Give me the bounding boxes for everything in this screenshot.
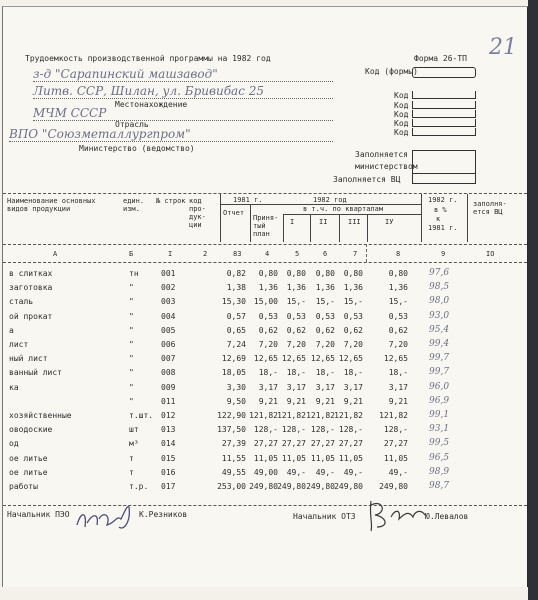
table-cell-q2: 7,20: [315, 340, 335, 349]
table-cell-no: 011: [161, 396, 176, 406]
table-cell-q3: 7,20: [343, 340, 363, 349]
table-cell-q2: 249,80: [306, 482, 335, 491]
table-cell-name: в слитках: [9, 269, 53, 278]
table-cell-name: ванный лист: [9, 368, 62, 378]
table-cell-r1981: 0,57: [226, 311, 246, 321]
table-cell-unit: м³: [129, 439, 139, 449]
table-cell-r1981: 49,55: [221, 467, 246, 477]
handwritten-address: Литв. ССР, Шилан, ул. Бривибас 25: [33, 84, 333, 99]
table-cell-name: заготовка: [9, 283, 53, 293]
table-cell-r1981: 0,82: [226, 269, 246, 278]
table-cell-no: 001: [161, 269, 176, 278]
table-cell-no: 014: [161, 439, 176, 449]
handwritten-ministry: МЧМ СССР: [33, 106, 333, 121]
table-cell-unit: ": [129, 382, 134, 392]
col-header-pct-k: к: [436, 215, 441, 223]
table-cell-q3: 249,80: [334, 482, 363, 491]
handwritten-percent: 97,6: [429, 268, 450, 278]
kod-formy-box: [412, 67, 476, 78]
table-cell-q2: 0,80: [315, 269, 335, 278]
signature-label-right: Начальник ОТЗ: [293, 512, 356, 521]
table-cell-q2: 3,17: [315, 382, 335, 392]
letters-vrule: [366, 244, 367, 262]
kod-label-5: Код: [394, 128, 409, 137]
table-cell-q2: 11,05: [310, 453, 335, 463]
header-vrule: [310, 214, 311, 242]
table-cell-name: хозяйственные: [9, 411, 72, 420]
table-cell-plan: 18,-: [258, 368, 278, 378]
table-cell-q4: 249,80: [379, 482, 408, 491]
table-cell-plan: 0,62: [258, 325, 278, 335]
header-vrule: [220, 194, 221, 242]
table-cell-q2: 0,53: [315, 311, 335, 321]
col-header-pct-mid: в %: [434, 206, 447, 214]
handwritten-percent: 93,0: [429, 310, 450, 321]
table-cell-q2: 128,-: [310, 425, 335, 435]
table-cell-name: ое литье: [9, 467, 48, 477]
ministry-code-box: [412, 150, 476, 174]
table-cell-r1981: 27,39: [221, 439, 246, 449]
col-header-q2: II: [319, 218, 328, 226]
table-cell-no: 008: [161, 368, 176, 378]
table-cell-r1981: 253,00: [217, 482, 246, 491]
table-cell-name: оводоские: [9, 425, 53, 435]
table-cell-q1: 15,-: [286, 297, 306, 307]
table-cell-q3: 121,82: [334, 411, 363, 420]
handwritten-percent: 96,0: [429, 381, 450, 392]
table-cell-plan: 7,20: [258, 340, 278, 349]
col-letter: Б: [129, 250, 134, 258]
table-cell-q4: 3,17: [388, 382, 408, 392]
handwritten-percent: 98,9: [429, 466, 450, 477]
kod-box-4: [412, 119, 476, 127]
table-cell-q3: 128,-: [338, 425, 363, 435]
table-cell-plan: 12,65: [253, 354, 278, 364]
kod-box-2: [412, 101, 476, 109]
handwritten-association: ВПО "Союзметаллургпром": [9, 127, 333, 142]
table-cell-q1: 249,80: [277, 482, 306, 491]
table-cell-name: од: [9, 439, 19, 449]
table-cell-q3: 0,80: [343, 269, 363, 278]
col-letter: 4: [265, 250, 270, 258]
table-cell-r1981: 11,55: [221, 453, 246, 463]
table-cell-name: ое литье: [9, 453, 48, 463]
table-cell-q4: 12,65: [383, 354, 408, 364]
table-cell-unit: ": [129, 354, 134, 364]
table-cell-no: 005: [161, 325, 176, 335]
col-header-pct-top: 1982 г.: [428, 196, 458, 204]
table-cell-r1981: 18,05: [221, 368, 246, 378]
table-cell-name: сталь: [9, 297, 34, 307]
table-top-rule: [3, 193, 527, 194]
col-header-name: Наименование основных видов продукции: [7, 197, 96, 213]
table-cell-q4: 0,80: [388, 269, 408, 278]
kod-label-4: Код: [394, 119, 409, 128]
col-letter: 8: [396, 250, 401, 258]
table-cell-no: 004: [161, 311, 176, 321]
handwritten-percent: 98,7: [429, 481, 450, 491]
handwritten-signature-left: [73, 501, 141, 535]
col-header-q1: I: [290, 218, 295, 226]
table-cell-q1: 0,80: [286, 269, 306, 278]
table-cell-q1: 1,36: [286, 283, 306, 293]
table-cell-unit: ": [129, 325, 134, 335]
handwritten-percent: 99,1: [429, 410, 450, 420]
col-header-1981: 1981 г.: [233, 196, 263, 204]
table-cell-q2: 49,-: [315, 467, 335, 477]
page-number: 21: [489, 35, 517, 60]
handwritten-percent: 98,5: [429, 282, 450, 293]
handwritten-percent: 99,7: [429, 353, 450, 364]
header-bottom-rule: [3, 244, 527, 245]
table-cell-q1: 3,17: [286, 382, 306, 392]
table-cell-r1981: 3,30: [226, 382, 246, 392]
table-cell-q4: 11,05: [383, 453, 408, 463]
kod-label-2: Код: [394, 101, 409, 110]
col-header-plan: Приня- тый план: [253, 214, 279, 238]
handwritten-percent: 95,4: [429, 324, 450, 335]
col-letter: I: [168, 250, 173, 258]
table-cell-no: 006: [161, 340, 176, 349]
location-label: Местонахождение: [115, 100, 188, 109]
col-letter: А: [53, 250, 58, 258]
table-cell-plan: 15,00: [253, 297, 278, 307]
table-cell-q3: 11,05: [338, 453, 363, 463]
handwritten-percent: 96,5: [429, 452, 450, 463]
table-cell-r1981: 9,50: [226, 396, 246, 406]
signature-name-right: Ю.Левалов: [425, 512, 469, 521]
table-cell-q1: 27,27: [281, 439, 306, 449]
letters-bottom-rule: [3, 262, 527, 263]
table-cell-q1: 18,-: [286, 368, 306, 378]
table-cell-r1981: 7,24: [226, 340, 246, 349]
col-letter: 83: [233, 250, 242, 258]
table-cell-q3: 12,65: [338, 354, 363, 364]
table-cell-name: ой прокат: [9, 311, 53, 321]
table-cell-plan: 11,05: [253, 453, 278, 463]
table-cell-q1: 0,53: [286, 311, 306, 321]
table-cell-unit: т.р.: [129, 482, 149, 491]
table-cell-r1981: 1,38: [226, 283, 246, 293]
table-cell-q1: 0,62: [286, 325, 306, 335]
kod-box-1: [412, 91, 476, 99]
form-number: Форма 26-ТП: [414, 54, 467, 63]
table-cell-q4: 128,-: [383, 425, 408, 435]
table-cell-q3: 3,17: [343, 382, 363, 392]
header-vrule: [339, 214, 340, 242]
col-header-q3: III: [348, 218, 361, 226]
table-cell-plan: 121,82: [249, 411, 278, 420]
table-cell-plan: 49,00: [253, 467, 278, 477]
signature-label-left: Начальник ПЭО: [7, 510, 70, 519]
table-cell-r1981: 12,69: [221, 354, 246, 364]
table-cell-q1: 9,21: [286, 396, 306, 406]
col-header-quarters: в т.ч. по кварталам: [303, 205, 384, 213]
document-title: Трудоемкость производственной программы на 1982 год: [25, 54, 271, 63]
table-cell-q4: 0,53: [388, 311, 408, 321]
kod-box-5: [412, 128, 476, 136]
table-cell-q3: 0,62: [343, 325, 363, 335]
header-vrule: [367, 214, 368, 242]
table-cell-q1: 12,65: [281, 354, 306, 364]
kod-label-1: Код: [394, 91, 409, 100]
table-cell-q2: 12,65: [310, 354, 335, 364]
table-cell-no: 002: [161, 283, 176, 293]
table-cell-q3: 15,-: [343, 297, 363, 307]
table-cell-plan: 27,27: [253, 439, 278, 449]
col-letter: 5: [295, 250, 300, 258]
col-header-vc: заполня- ется ВЦ: [473, 200, 507, 216]
table-cell-no: 007: [161, 354, 176, 364]
table-cell-unit: ": [129, 297, 134, 307]
table-cell-q3: 49,-: [343, 467, 363, 477]
signature-name-left: К.Резников: [139, 510, 188, 519]
table-cell-q2: 1,36: [315, 283, 335, 293]
header-rule-years: [221, 204, 421, 205]
table-cell-q1: 128,-: [281, 425, 306, 435]
table-cell-plan: 1,36: [258, 283, 278, 293]
branch-label: Отрасль: [115, 120, 149, 129]
filled-label-2: министерством: [355, 162, 418, 171]
handwritten-plant-name: з-д "Сарапинский машзавод": [33, 67, 333, 82]
table-cell-no: 015: [161, 453, 176, 463]
table-cell-unit: ": [129, 396, 134, 406]
col-letter: IO: [486, 250, 495, 258]
table-cell-unit: т.шт.: [129, 411, 154, 420]
kod-box-3: [412, 110, 476, 118]
table-cell-name: а: [9, 325, 14, 335]
table-cell-q4: 15,-: [388, 297, 408, 307]
kod-formy-label: Код (формы): [365, 67, 418, 76]
header-vrule: [421, 194, 422, 242]
table-cell-name: работы: [9, 482, 38, 491]
handwritten-percent: 99,7: [429, 367, 450, 378]
table-cell-q3: 27,27: [338, 439, 363, 449]
table-cell-name: лист: [9, 340, 29, 349]
table-cell-q4: 7,20: [388, 340, 408, 349]
col-letter: 9: [441, 250, 446, 258]
table-cell-r1981: 15,30: [221, 297, 246, 307]
table-cell-q4: 0,62: [388, 325, 408, 335]
table-cell-name: ка: [9, 382, 19, 392]
kod-label-3: Код: [394, 110, 409, 119]
table-cell-unit: т: [129, 453, 134, 463]
table-cell-q3: 18,-: [343, 368, 363, 378]
table-cell-name: ный лист: [9, 354, 48, 364]
scan-edge: [528, 0, 538, 600]
table-cell-plan: 0,53: [258, 311, 278, 321]
col-letter: 7: [353, 250, 358, 258]
table-cell-plan: 128,-: [253, 425, 278, 435]
table-cell-no: 012: [161, 411, 176, 420]
table-cell-q1: 7,20: [286, 340, 306, 349]
table-cell-r1981: 0,65: [226, 325, 246, 335]
header-vrule: [467, 194, 468, 242]
table-cell-q4: 27,27: [383, 439, 408, 449]
handwritten-percent: 99,4: [429, 339, 450, 349]
col-letter: 2: [203, 250, 208, 258]
header-rule-quarters: [283, 214, 421, 215]
table-cell-q1: 49,-: [286, 467, 306, 477]
table-cell-r1981: 122,90: [217, 411, 246, 420]
col-header-1982: 1982 год: [313, 196, 347, 204]
table-cell-q1: 121,82: [277, 411, 306, 420]
table-cell-unit: ": [129, 340, 134, 349]
handwritten-percent: 98,0: [429, 296, 450, 307]
ministry-label: Министерство (ведомство): [79, 144, 195, 153]
table-cell-q2: 15,-: [315, 297, 335, 307]
table-cell-q3: 0,53: [343, 311, 363, 321]
filled-label-3: Заполняется ВЦ: [333, 175, 401, 184]
vc-code-box: [412, 173, 476, 184]
col-header-pct-bot: 1981 г.: [428, 224, 458, 232]
table-cell-q4: 121,82: [379, 411, 408, 420]
table-cell-q3: 1,36: [343, 283, 363, 293]
table-cell-no: 003: [161, 297, 176, 307]
handwritten-percent: 99,5: [429, 438, 450, 449]
table-cell-no: 017: [161, 482, 176, 491]
table-cell-q4: 9,21: [388, 396, 408, 406]
table-cell-no: 009: [161, 382, 176, 392]
table-cell-q4: 49,-: [388, 467, 408, 477]
header-vrule: [283, 214, 284, 242]
table-cell-no: 016: [161, 467, 176, 477]
header-vrule: [250, 204, 251, 242]
handwritten-percent: 93,1: [429, 424, 450, 435]
table-cell-r1981: 137,50: [217, 425, 246, 435]
table-cell-unit: ": [129, 368, 134, 378]
document-sheet: [2, 6, 529, 587]
table-cell-q4: 18,-: [388, 368, 408, 378]
table-cell-unit: шт: [129, 425, 139, 435]
col-header-unit: един. изм.: [123, 197, 145, 213]
table-cell-q4: 1,36: [388, 283, 408, 293]
table-cell-unit: ": [129, 283, 134, 293]
table-cell-q3: 9,21: [343, 396, 363, 406]
table-cell-q2: 9,21: [315, 396, 335, 406]
col-header-code: код про- дук- ции: [189, 197, 206, 229]
table-cell-unit: тн: [129, 269, 139, 278]
table-cell-plan: 9,21: [258, 396, 278, 406]
col-letter: 6: [323, 250, 328, 258]
table-cell-unit: т: [129, 467, 134, 477]
table-cell-q1: 11,05: [281, 453, 306, 463]
col-header-q4: IУ: [385, 218, 394, 226]
table-cell-unit: ": [129, 311, 134, 321]
table-cell-plan: 249,80: [249, 482, 278, 491]
table-cell-plan: 0,80: [258, 269, 278, 278]
table-cell-q2: 121,82: [306, 411, 335, 420]
handwritten-percent: 96,9: [429, 395, 450, 406]
table-cell-no: 013: [161, 425, 176, 435]
table-cell-q2: 27,27: [310, 439, 335, 449]
table-cell-q2: 18,-: [315, 368, 335, 378]
col-header-row-no: № строк: [156, 197, 186, 205]
filled-label-1: Заполняется: [355, 150, 408, 159]
table-cell-plan: 3,17: [258, 382, 278, 392]
handwritten-signature-right: [365, 495, 429, 535]
col-header-report: Отчет: [223, 209, 245, 217]
table-cell-q2: 0,62: [315, 325, 335, 335]
